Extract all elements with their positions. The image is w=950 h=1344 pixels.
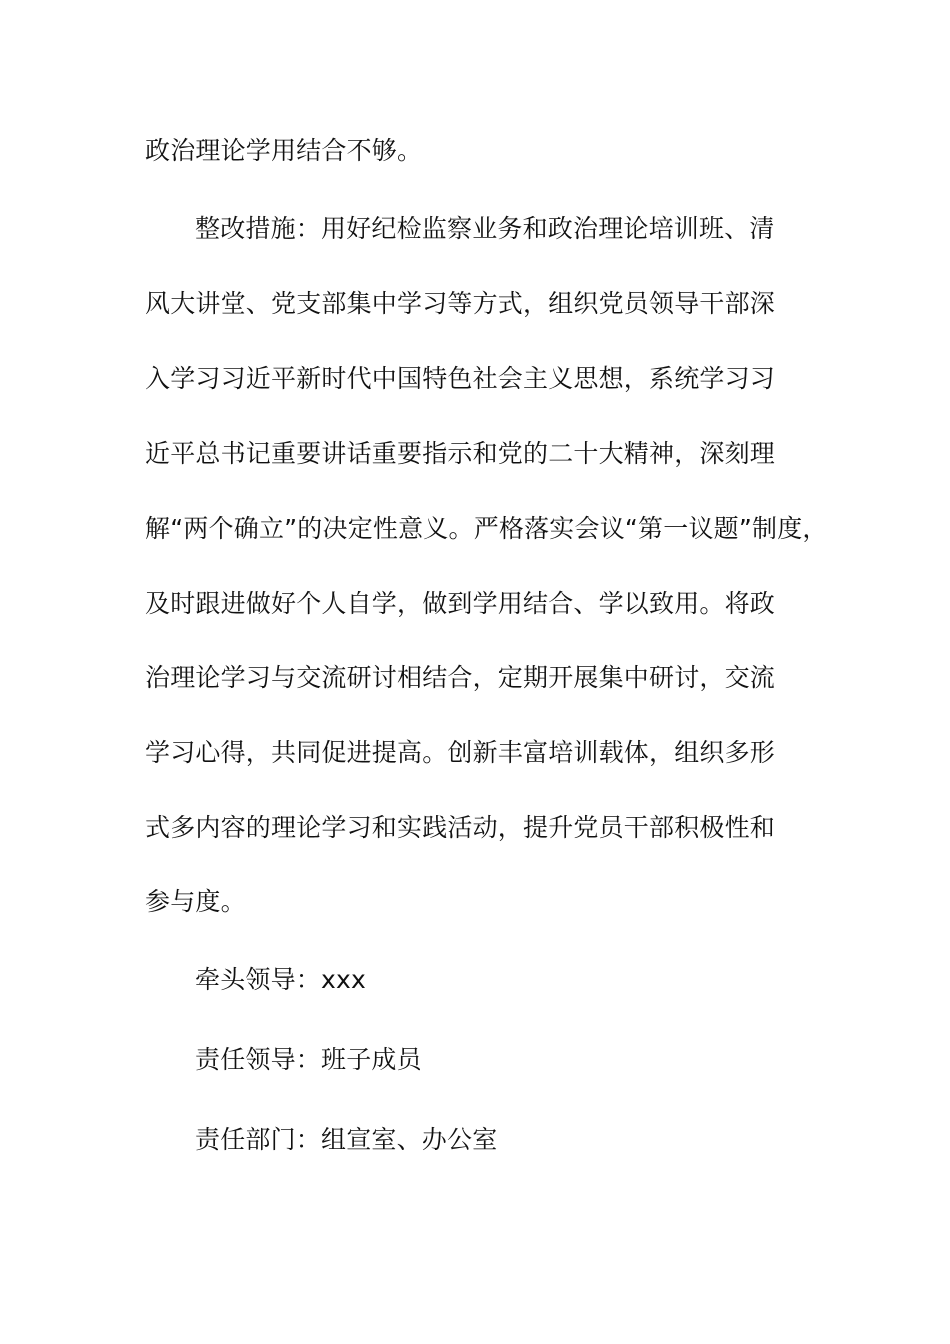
paragraph-line: 风大讲堂、党支部集中学习等方式，组织党员领导干部深 <box>145 289 776 318</box>
paragraph-line: 及时跟进做好个人自学，做到学用结合、学以致用。将政 <box>145 589 776 618</box>
paragraph-line: 解“两个确立”的决定性意义。严格落实会议“第一议题”制度， <box>145 514 828 543</box>
paragraph-line: 政治理论学用结合不够。 <box>145 136 423 165</box>
paragraph-line: 整改措施：用好纪检监察业务和政治理论培训班、清 <box>195 214 775 243</box>
responsible-department: 责任部门：组宣室、办公室 <box>195 1125 498 1154</box>
paragraph-line: 式多内容的理论学习和实践活动，提升党员干部积极性和 <box>145 813 776 842</box>
responsible-leader: 责任领导：班子成员 <box>195 1045 422 1074</box>
paragraph-line: 入学习习近平新时代中国特色社会主义思想，系统学习习 <box>145 364 776 393</box>
lead-leader: 牵头领导：xxx <box>195 965 366 994</box>
paragraph-line: 学习心得，共同促进提高。创新丰富培训载体，组织多形 <box>145 738 776 767</box>
paragraph-line: 治理论学习与交流研讨相结合，定期开展集中研讨，交流 <box>145 663 776 692</box>
paragraph-line: 近平总书记重要讲话重要指示和党的二十大精神，深刻理 <box>145 439 776 468</box>
paragraph-line: 参与度。 <box>145 887 246 916</box>
